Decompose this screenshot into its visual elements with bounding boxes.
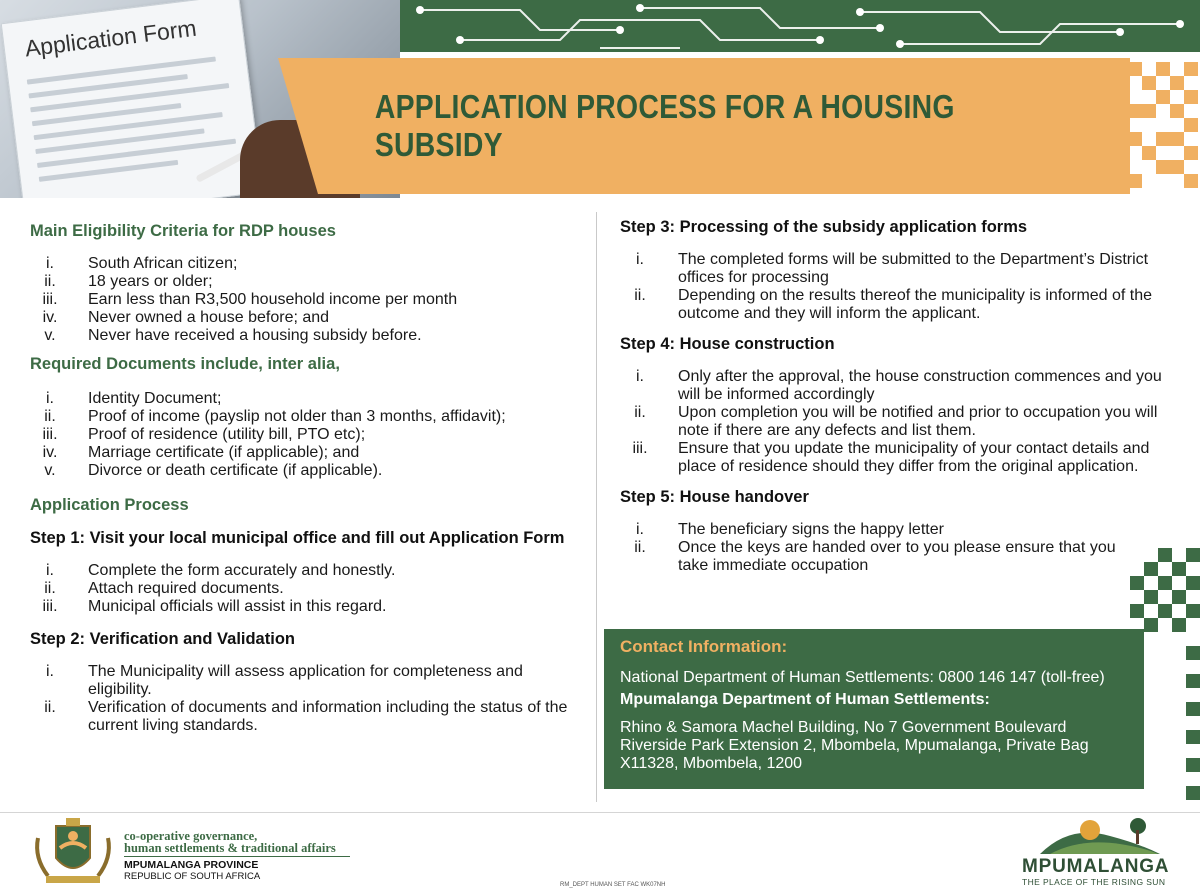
list-item: i. The completed forms will be submitted to the Department’s District offices for processing [636, 251, 1149, 286]
page-title: APPLICATION PROCESS FOR A HOUSING SUBSIDY [374, 88, 955, 163]
step2-heading: Step 2: Verification and Validation [30, 630, 295, 648]
title-banner [318, 58, 1130, 194]
footer-divider [0, 812, 1200, 813]
right-column [620, 218, 1180, 585]
list-item: iii. Proof of residence (utility bill, PTO etc); [42, 426, 366, 443]
mpumalanga-heading: Mpumalanga Department of Human Settlements: [620, 691, 990, 708]
list-item: v. Never have received a housing subsidy before. [44, 327, 422, 344]
contact-address: Rhino & Samora Machel Building, No 7 Government Boulevard Riverside Park Extension 2, Mbombela, Mpumalanga, Private Bag X11328, Mbombela, 1200 [620, 719, 1089, 772]
step3-list [620, 251, 1180, 323]
coat-of-arms-icon [30, 818, 116, 886]
eligibility-heading: Main Eligibility Criteria for RDP houses [30, 222, 336, 240]
list-item: i. Complete the form accurately and honestly. [46, 562, 396, 579]
process-heading: Application Process [30, 496, 189, 514]
list-item: iii. Ensure that you update the municipality of your contact details and place of residence should they differ from the original application. [632, 440, 1150, 475]
list-item: ii. Proof of income (payslip not older than 3 months, affidavit); [44, 408, 506, 425]
list-item: ii. Verification of documents and information including the status of the current living standards. [44, 699, 568, 734]
department-name-line2: human settlements & traditional affairs [124, 841, 336, 855]
list-item: i. Identity Document; [46, 390, 222, 407]
list-item: i. The Municipality will assess application for completeness and eligibility. [46, 663, 523, 698]
step5-list [620, 521, 1180, 575]
step5-heading: Step 5: House handover [620, 488, 809, 506]
reference-code: RM_DEPT HUMAN SET FAC WK07NH [560, 882, 666, 888]
eligibility-list [30, 255, 590, 345]
list-item: i. South African citizen; [46, 255, 238, 272]
step3-heading: Step 3: Processing of the subsidy application forms [620, 218, 1028, 236]
list-item: ii. Upon completion you will be notified and prior to occupation you will note if there are any defects and list them. [634, 404, 1158, 439]
column-divider [596, 212, 597, 802]
list-item: i. Only after the approval, the house construction commences and you will be informed accordingly [636, 368, 1162, 403]
step4-list [620, 368, 1180, 476]
national-contact: National Department of Human Settlements: 0800 146 147 (toll-free) [620, 669, 1105, 686]
contact-heading: Contact Information: [620, 637, 788, 656]
list-item: i. The beneficiary signs the happy letter [636, 521, 944, 538]
list-item: iv. Marriage certificate (if applicable); and [42, 444, 360, 461]
list-item: iv. Never owned a house before; and [42, 309, 330, 326]
province-name: MPUMALANGA PROVINCE [124, 859, 259, 871]
brand-name: MPUMALANGA [1022, 856, 1170, 877]
step1-list [30, 562, 590, 616]
list-item: ii. 18 years or older; [44, 273, 213, 290]
list-item: ii. Once the keys are handed over to you please ensure that you take immediate occupation [634, 539, 1116, 574]
list-item: ii. Attach required documents. [44, 580, 284, 597]
left-column [30, 222, 590, 745]
list-item: iii. Municipal officials will assist in this regard. [42, 598, 387, 615]
list-item: iii. Earn less than R3,500 household income per month [42, 291, 458, 308]
documents-list [30, 390, 590, 480]
form-image-title: Application Form [23, 14, 198, 62]
step2-list [30, 663, 590, 735]
brand-tagline: THE PLACE OF THE RISING SUN [1022, 877, 1166, 887]
department-rule [124, 856, 350, 857]
step1-heading: Step 1: Visit your local municipal office and fill out Application Form [30, 529, 565, 547]
step4-heading: Step 4: House construction [620, 335, 835, 353]
documents-heading: Required Documents include, inter alia, [30, 355, 340, 373]
contact-information-box [604, 629, 1144, 789]
department-name-line1: co-operative governance, [124, 829, 258, 843]
country-name: REPUBLIC OF SOUTH AFRICA [124, 871, 261, 882]
mpumalanga-logo-icon [1030, 814, 1170, 860]
list-item: ii. Depending on the results thereof the municipality is informed of the outcome and they will inform the applicant. [634, 287, 1153, 322]
pixel-pattern-decoration [1090, 58, 1200, 194]
list-item: v. Divorce or death certificate (if applicable). [44, 462, 383, 479]
